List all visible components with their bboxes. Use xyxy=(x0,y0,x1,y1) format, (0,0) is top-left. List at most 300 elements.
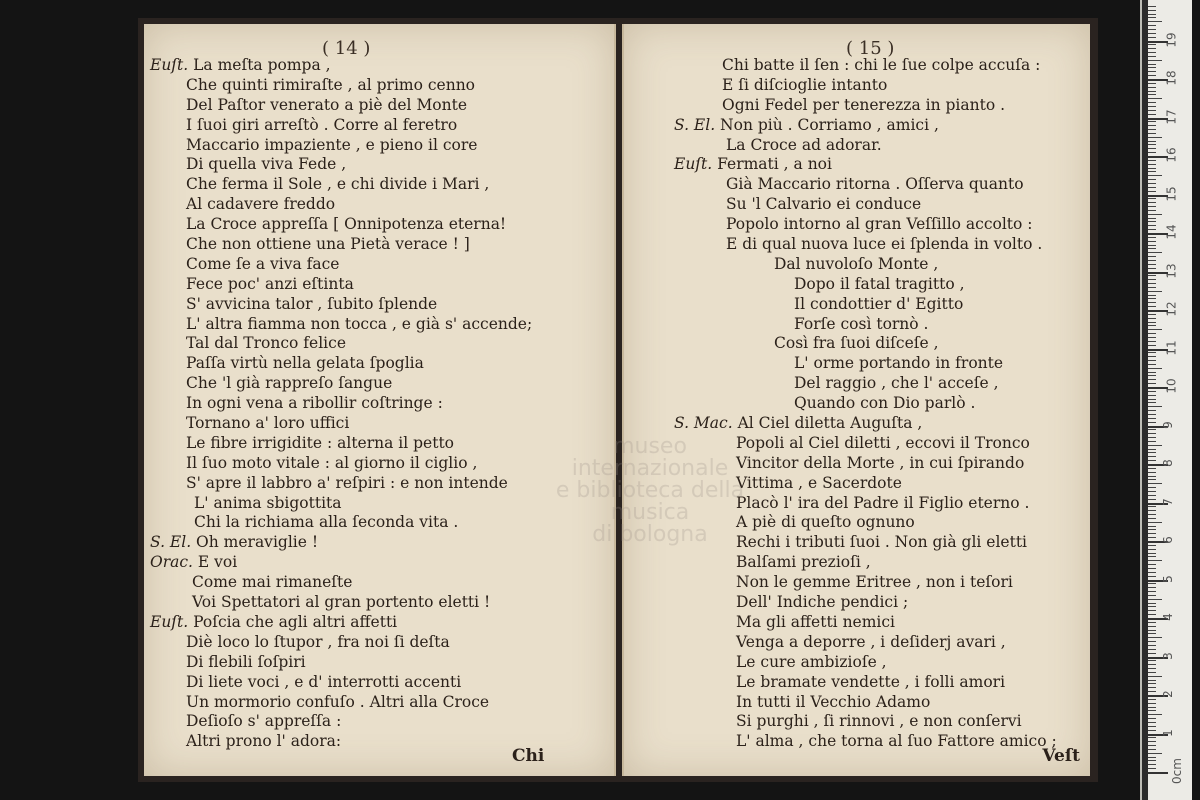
verse-line xyxy=(624,195,1090,215)
watermark-line: di bologna xyxy=(592,522,708,547)
verse-text: Popoli al Ciel diletti , eccovi il Tronco xyxy=(736,433,1030,452)
ruler-minor-tick xyxy=(1148,495,1156,496)
verse-line xyxy=(144,315,614,335)
verse-text: Ma gli affetti nemici xyxy=(736,612,896,631)
verse-text: S' apre il labbro a' reſpiri : e non intende xyxy=(186,473,508,492)
ruler-minor-tick xyxy=(1148,325,1156,326)
verse-text: Un mormorio confuſo . Altri alla Croce xyxy=(186,692,490,711)
ruler-minor-tick xyxy=(1148,133,1156,134)
ruler-minor-tick xyxy=(1148,283,1156,284)
ruler-minor-tick xyxy=(1148,391,1156,392)
verse-line xyxy=(624,394,1090,414)
ruler-minor-tick xyxy=(1148,572,1156,573)
ruler-minor-tick xyxy=(1148,441,1156,442)
verse-text: Del Paſtor venerato a piè del Monte xyxy=(186,95,468,114)
verse-text: Oh meraviglie ! xyxy=(196,533,319,552)
verse-line xyxy=(624,275,1090,295)
ruler-minor-tick xyxy=(1148,183,1156,184)
ruler-label: 0cm xyxy=(1169,758,1184,784)
verse-text: Placò l' ira del Padre il Figlio eterno . xyxy=(736,493,1030,512)
ruler-minor-tick xyxy=(1148,121,1156,122)
verse-line xyxy=(624,573,1090,593)
ruler-minor-tick xyxy=(1148,383,1156,384)
ruler-minor-tick xyxy=(1148,595,1156,596)
ruler-minor-tick xyxy=(1148,17,1156,18)
ruler-label: 13 xyxy=(1164,262,1179,279)
ruler-minor-tick xyxy=(1148,437,1156,438)
verse-line xyxy=(144,155,614,175)
verse-line xyxy=(144,175,614,195)
ruler-minor-tick xyxy=(1148,718,1156,719)
watermark-line: museo internazionale xyxy=(571,434,729,481)
verse-line xyxy=(144,593,614,613)
ruler-minor-tick xyxy=(1148,214,1162,215)
ruler-minor-tick xyxy=(1148,445,1162,446)
ruler-minor-tick xyxy=(1148,375,1156,376)
ruler-minor-tick xyxy=(1148,291,1162,292)
verse-line xyxy=(624,96,1090,116)
ruler-minor-tick xyxy=(1148,545,1156,546)
ruler-minor-tick xyxy=(1148,379,1156,380)
verse-line xyxy=(144,354,614,374)
ruler-minor-tick xyxy=(1148,137,1162,138)
ruler-minor-tick xyxy=(1148,33,1156,34)
speaker-name: Euſt. xyxy=(150,56,194,74)
ruler-minor-tick xyxy=(1148,37,1156,38)
verse-text: Tal dal Tronco felice xyxy=(186,334,346,353)
ruler-minor-tick xyxy=(1148,472,1156,473)
ruler-minor-tick xyxy=(1148,87,1156,88)
speaker-name: S. El. xyxy=(674,115,721,134)
ruler-minor-tick xyxy=(1148,637,1162,638)
ruler-minor-tick xyxy=(1148,760,1156,761)
verse-line xyxy=(144,255,614,275)
verse-line xyxy=(144,712,614,732)
ruler-minor-tick xyxy=(1148,333,1156,334)
verse-line xyxy=(624,76,1090,96)
ruler-minor-tick xyxy=(1148,314,1156,315)
ruler-minor-tick xyxy=(1148,229,1156,230)
verse-line xyxy=(144,653,614,673)
ruler-label: 9 xyxy=(1160,420,1175,429)
verse-text: Non le gemme Eritree , non i teſori xyxy=(736,573,1013,592)
verse-text: Il condottier d' Egitto xyxy=(794,294,964,313)
ruler-minor-tick xyxy=(1148,399,1156,400)
verse-text: Diè loco lo ſtupor , fra noi ſi deſta xyxy=(186,632,450,651)
ruler-minor-tick xyxy=(1148,202,1156,203)
page-number: ( 14 ) xyxy=(322,38,371,59)
verse-line xyxy=(624,633,1090,653)
ruler-minor-tick xyxy=(1148,341,1156,342)
ruler-minor-tick xyxy=(1148,260,1156,261)
ruler-minor-tick xyxy=(1148,626,1156,627)
ruler-minor-tick xyxy=(1148,549,1156,550)
ruler-minor-tick xyxy=(1148,245,1156,246)
ruler-minor-tick xyxy=(1148,160,1156,161)
ruler-minor-tick xyxy=(1148,630,1156,631)
ruler-minor-tick xyxy=(1148,499,1156,500)
verse-text: Quando con Dio parlò . xyxy=(794,394,976,413)
verse-text: Si purghi , ſi rinnovi , e non conſervi xyxy=(736,712,1022,731)
ruler-minor-tick xyxy=(1148,737,1156,738)
ruler-minor-tick xyxy=(1148,645,1156,646)
ruler-minor-tick xyxy=(1148,264,1156,265)
ruler-minor-tick xyxy=(1148,633,1156,634)
verse-line xyxy=(624,175,1090,195)
ruler-minor-tick xyxy=(1148,187,1156,188)
verse-line xyxy=(144,394,614,414)
ruler-minor-tick xyxy=(1148,218,1156,219)
ruler-minor-tick xyxy=(1148,98,1162,99)
ruler-minor-tick xyxy=(1148,591,1156,592)
verse-text: Paſſa virtù nella gelata ſpoglia xyxy=(186,354,424,373)
verse-text: Le fibre irrigidite : alterna il petto xyxy=(186,433,455,452)
verse-text: Venga a deporre , i deſiderj avari , xyxy=(736,632,1006,651)
ruler-minor-tick xyxy=(1148,649,1156,650)
ruler-minor-tick xyxy=(1148,110,1156,111)
ruler-minor-tick xyxy=(1148,248,1156,249)
speaker-name: Euſt. xyxy=(150,612,194,631)
right-page xyxy=(622,24,1090,776)
verse-text: Al cadavere freddo xyxy=(186,195,336,214)
verse-line xyxy=(624,653,1090,673)
ruler-minor-tick xyxy=(1148,368,1162,369)
ruler-minor-tick xyxy=(1148,510,1156,511)
ruler-minor-tick xyxy=(1148,302,1156,303)
verse-line xyxy=(624,414,1090,434)
verse-text: Forſe così tornò . xyxy=(794,314,929,333)
verse-line xyxy=(144,613,614,633)
verse-text: Dell' Indiche pendici ; xyxy=(736,593,909,612)
verse-line xyxy=(144,414,614,434)
verse-text: Rechi i tributi ſuoi . Non già gli eletti xyxy=(736,533,1028,552)
ruler-minor-tick xyxy=(1148,449,1156,450)
ruler-minor-tick xyxy=(1148,168,1156,169)
ruler-minor-tick xyxy=(1148,164,1156,165)
verse-text: Dopo il fatal tragitto , xyxy=(794,274,965,293)
left-page-text xyxy=(144,56,614,752)
verse-line xyxy=(144,553,614,573)
verse-text: L' altra fiamma non tocca , e già s' accende; xyxy=(186,314,533,333)
ruler-minor-tick xyxy=(1148,148,1156,149)
catchword: Chi xyxy=(512,746,545,766)
ruler-minor-tick xyxy=(1148,556,1156,557)
ruler-minor-tick xyxy=(1148,298,1156,299)
ruler-minor-tick xyxy=(1148,21,1162,22)
ruler-minor-tick xyxy=(1148,402,1156,403)
ruler-minor-tick xyxy=(1148,144,1156,145)
verse-text: Del raggio , che l' acceſe , xyxy=(794,374,999,393)
ruler-minor-tick xyxy=(1148,114,1156,115)
verse-line xyxy=(624,374,1090,394)
verse-line xyxy=(624,732,1090,752)
ruler-minor-tick xyxy=(1148,221,1156,222)
verse-text: Chi la richiama alla ſeconda vita . xyxy=(194,513,459,532)
ruler-minor-tick xyxy=(1148,429,1156,430)
verse-line xyxy=(624,613,1090,633)
ruler-minor-tick xyxy=(1148,683,1156,684)
ruler-minor-tick xyxy=(1148,414,1156,415)
verse-line xyxy=(624,255,1090,275)
verse-line xyxy=(624,693,1090,713)
verse-text: Già Maccario ritorna . Oſſerva quanto xyxy=(726,175,1024,194)
verse-text: I ſuoi giri arreſtò . Corre al feretro xyxy=(186,115,458,134)
ruler-minor-tick xyxy=(1148,757,1156,758)
verse-line xyxy=(144,334,614,354)
ruler-minor-tick xyxy=(1148,506,1156,507)
verse-text: E voi xyxy=(197,553,238,572)
ruler-minor-tick xyxy=(1148,745,1156,746)
ruler-minor-tick xyxy=(1148,318,1156,319)
ruler-minor-tick xyxy=(1148,237,1156,238)
ruler-minor-tick xyxy=(1148,526,1156,527)
ruler-minor-tick xyxy=(1148,599,1162,600)
page-number: ( 15 ) xyxy=(846,38,895,59)
verse-line xyxy=(144,56,614,76)
verse-text: Altri prono l' adora: xyxy=(186,732,342,751)
verse-text: Fermati , a noi xyxy=(717,155,832,174)
ruler-label: 19 xyxy=(1164,31,1179,48)
ruler-minor-tick xyxy=(1148,252,1162,253)
verse-line xyxy=(144,116,614,136)
verse-text: Chi batte il ſen : chi le ſue colpe accuſa : xyxy=(722,56,1041,74)
ruler-minor-tick xyxy=(1148,676,1162,677)
verse-text: Le bramate vendette , i folli amori xyxy=(736,672,1006,691)
verse-text: Come ſe a viva face xyxy=(186,254,340,273)
ruler-minor-tick xyxy=(1148,329,1162,330)
ruler-minor-tick xyxy=(1148,91,1156,92)
catchword: Veſt xyxy=(1042,746,1080,766)
ruler-label: 6 xyxy=(1160,536,1175,544)
ruler-minor-tick xyxy=(1148,125,1156,126)
ruler-label: 4 xyxy=(1160,613,1175,621)
ruler-minor-tick xyxy=(1148,179,1156,180)
verse-text: Di quella viva Fede , xyxy=(186,155,347,174)
verse-line xyxy=(624,56,1090,76)
ruler-minor-tick xyxy=(1148,568,1156,569)
ruler-label: 5 xyxy=(1160,574,1175,583)
ruler-minor-tick xyxy=(1148,279,1156,280)
ruler-minor-tick xyxy=(1148,64,1156,65)
ruler-minor-tick xyxy=(1148,433,1156,434)
ruler-minor-tick xyxy=(1148,206,1156,207)
ruler-minor-tick xyxy=(1148,610,1156,611)
ruler-minor-tick xyxy=(1148,476,1156,477)
ruler-label: 1 xyxy=(1160,728,1175,737)
speaker-name: Euſt. xyxy=(674,155,718,174)
ruler-minor-tick xyxy=(1148,75,1156,76)
ruler-label: 7 xyxy=(1160,497,1175,506)
verse-line xyxy=(144,96,614,116)
verse-text: Che ferma il Sole , e chi divide i Mari , xyxy=(186,175,490,194)
ruler-minor-tick xyxy=(1148,395,1156,396)
ruler-minor-tick xyxy=(1148,141,1156,142)
ruler-label: 3 xyxy=(1160,651,1175,660)
open-book xyxy=(138,18,1098,782)
verse-text: Vincitor della Morte , in cui ſpirando xyxy=(736,453,1025,472)
verse-line xyxy=(144,195,614,215)
ruler-label: 2 xyxy=(1160,690,1175,698)
verse-text: Che 'l già rappreſo ſangue xyxy=(186,374,393,393)
ruler-minor-tick xyxy=(1148,641,1156,642)
verse-text: L' orme portando in fronte xyxy=(794,354,1004,373)
verse-text: La meſta pompa , xyxy=(193,56,331,74)
ruler-minor-tick xyxy=(1148,726,1156,727)
verse-line xyxy=(144,633,614,653)
verse-line xyxy=(144,673,614,693)
verse-text: La Croce appreſſa [ Onnipotenza eterna! xyxy=(186,215,507,234)
ruler-label: 8 xyxy=(1160,459,1175,467)
verse-text: Voi Spettatori al gran portento eletti ! xyxy=(192,593,491,612)
ruler-minor-tick xyxy=(1148,660,1156,661)
verse-text: Maccario impaziente , e pieno il core xyxy=(186,135,478,154)
verse-line xyxy=(624,136,1090,156)
verse-text: Al Ciel diletta Auguſta , xyxy=(737,414,923,433)
verse-text: Popolo intorno al gran Veſſillo accolto : xyxy=(726,215,1033,234)
verse-text: Su 'l Calvario ei conduce xyxy=(726,195,922,214)
ruler-minor-tick xyxy=(1148,452,1156,453)
ruler-minor-tick xyxy=(1148,52,1156,53)
verse-line xyxy=(624,215,1090,235)
ruler-minor-tick xyxy=(1148,406,1162,407)
ruler-minor-tick xyxy=(1148,410,1156,411)
verse-line xyxy=(624,712,1090,732)
verse-text: Fece poc' anzi eſtinta xyxy=(186,274,354,293)
ruler-minor-tick xyxy=(1148,603,1156,604)
verse-line xyxy=(624,295,1090,315)
verse-text: Che non ottiene una Pietà verace ! ] xyxy=(186,235,470,254)
ruler-minor-tick xyxy=(1148,171,1156,172)
ruler-minor-tick xyxy=(1148,537,1156,538)
verse-line xyxy=(144,76,614,96)
verse-text: E ſi diſcioglie intanto xyxy=(722,75,888,94)
ruler-minor-tick xyxy=(1148,106,1156,107)
ruler-minor-tick xyxy=(1148,275,1156,276)
ruler-minor-tick xyxy=(1148,576,1156,577)
verse-line xyxy=(624,593,1090,613)
ruler-minor-tick xyxy=(1148,483,1162,484)
verse-line xyxy=(624,315,1090,335)
ruler-label: 16 xyxy=(1164,147,1179,163)
ruler-minor-tick xyxy=(1148,364,1156,365)
ruler-minor-tick xyxy=(1148,268,1156,269)
ruler-minor-tick xyxy=(1148,6,1156,7)
verse-text: Le cure ambizioſe , xyxy=(736,652,887,671)
speaker-name: S. El. xyxy=(150,533,197,552)
ruler-minor-tick xyxy=(1148,102,1156,103)
ruler-minor-tick xyxy=(1148,352,1156,353)
verse-text: S' avvicina talor , ſubito ſplende xyxy=(186,294,438,313)
watermark-line: e biblioteca della musica xyxy=(555,478,745,525)
ruler-minor-tick xyxy=(1148,560,1162,561)
ruler-label: 12 xyxy=(1164,301,1179,317)
ruler-minor-tick xyxy=(1148,210,1156,211)
verse-line xyxy=(144,235,614,255)
verse-text: E di qual nuova luce ei ſplenda in volto . xyxy=(726,235,1043,254)
ruler-minor-tick xyxy=(1148,48,1156,49)
verse-text: L' anima sbigottita xyxy=(194,493,342,512)
verse-text: Come mai rimaneſte xyxy=(192,573,353,592)
ruler-minor-tick xyxy=(1148,175,1162,176)
verse-text: Il ſuo moto vitale : al giorno il ciglio , xyxy=(186,453,478,472)
ruler-minor-tick xyxy=(1148,256,1156,257)
ruler-minor-tick xyxy=(1148,553,1156,554)
verse-text: Non più . Corriamo , amici , xyxy=(720,115,939,134)
ruler-minor-tick xyxy=(1148,672,1156,673)
ruler-minor-tick xyxy=(1148,60,1162,61)
ruler-minor-tick xyxy=(1148,622,1156,623)
ruler-minor-tick xyxy=(1148,514,1156,515)
verse-text: Vittima , e Sacerdote xyxy=(736,473,902,492)
ruler-label: 15 xyxy=(1164,185,1179,202)
verse-line xyxy=(624,155,1090,175)
ruler-minor-tick xyxy=(1148,529,1156,530)
measuring-ruler xyxy=(1140,0,1192,800)
ruler-minor-tick xyxy=(1148,703,1156,704)
ruler-minor-tick xyxy=(1148,29,1156,30)
ruler-minor-tick xyxy=(1148,322,1156,323)
ruler-minor-tick xyxy=(1148,699,1156,700)
verse-text: Ogni Fedel per tenerezza in pianto . xyxy=(722,95,1006,114)
ruler-minor-tick xyxy=(1148,522,1162,523)
ruler-minor-tick xyxy=(1148,129,1156,130)
ruler-minor-tick xyxy=(1148,722,1156,723)
ruler-minor-tick xyxy=(1148,418,1156,419)
verse-line xyxy=(624,673,1090,693)
ruler-minor-tick xyxy=(1148,768,1156,769)
ruler-minor-tick xyxy=(1148,67,1156,68)
right-page-text xyxy=(624,56,1090,752)
ruler-minor-tick xyxy=(1148,753,1162,754)
verse-line xyxy=(144,136,614,156)
ruler-minor-tick xyxy=(1148,295,1156,296)
ruler-label: 14 xyxy=(1164,224,1179,240)
verse-line xyxy=(624,354,1090,374)
verse-text: A piè di queſto ognuno xyxy=(736,513,915,532)
ruler-minor-tick xyxy=(1148,360,1156,361)
ruler-minor-tick xyxy=(1148,707,1156,708)
ruler-minor-tick xyxy=(1148,337,1156,338)
verse-text: Così fra ſuoi diſceſe , xyxy=(774,334,939,353)
verse-line xyxy=(144,275,614,295)
ruler-minor-tick xyxy=(1148,356,1156,357)
ruler-minor-tick xyxy=(1148,587,1156,588)
ruler-minor-tick xyxy=(1148,306,1156,307)
ruler-minor-tick xyxy=(1148,83,1156,84)
verse-text: In tutti il Vecchio Adamo xyxy=(736,692,931,711)
ruler-minor-tick xyxy=(1148,152,1156,153)
ruler-minor-tick xyxy=(1148,687,1156,688)
verse-text: In ogni vena a ribollir coſtringe : xyxy=(186,394,443,413)
ruler-minor-tick xyxy=(1148,198,1156,199)
ruler-minor-tick xyxy=(1148,287,1156,288)
ruler-minor-tick xyxy=(1148,691,1156,692)
ruler-label: 10 xyxy=(1164,378,1179,394)
verse-text: Tornano a' loro uffici xyxy=(186,414,350,433)
verse-text: Balſami prezioſi , xyxy=(736,553,871,572)
verse-text: Deſioſo s' appreſſa : xyxy=(186,712,342,731)
ruler-minor-tick xyxy=(1148,225,1156,226)
ruler-minor-tick xyxy=(1148,422,1156,423)
ruler-minor-tick xyxy=(1148,533,1156,534)
ruler-minor-tick xyxy=(1148,749,1156,750)
ruler-minor-tick xyxy=(1148,44,1156,45)
verse-text: Di flebili ſoſpiri xyxy=(186,652,306,671)
ruler-minor-tick xyxy=(1148,456,1156,457)
verse-text: Dal nuvoloſo Monte , xyxy=(774,254,939,273)
verse-text: Che quinti rimiraſte , al primo cenno xyxy=(186,75,476,94)
ruler-minor-tick xyxy=(1148,479,1156,480)
